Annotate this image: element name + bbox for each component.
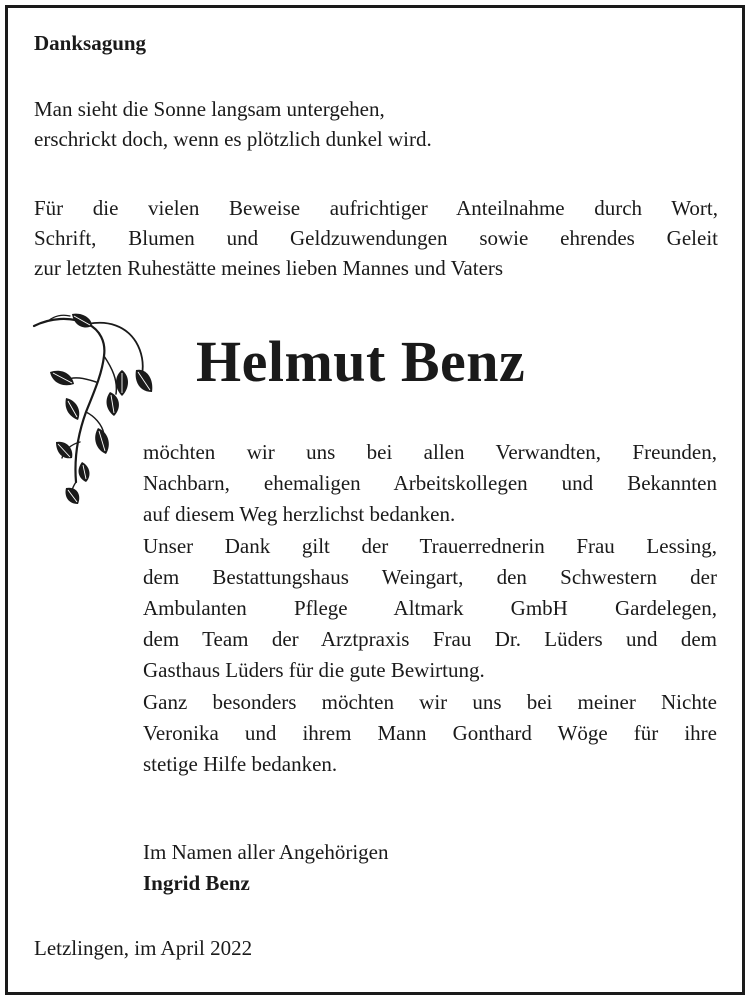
thanks-line: dem Bestattungshaus Weingart, den Schwestern der: [143, 564, 717, 589]
thanks-line: Ganz besonders möchten wir uns bei meiner Nichte: [143, 689, 717, 714]
notice-heading: Danksagung: [34, 31, 147, 55]
intro-line: zur letzten Ruhestätte meines lieben Mannes und Vaters: [34, 256, 504, 280]
verse: [34, 94, 432, 154]
verse-line: erschrickt doch, wenn es plötzlich dunkel wird.: [34, 127, 432, 151]
thanks-line: auf diesem Weg herzlichst bedanken.: [143, 502, 456, 527]
thanks-line: Nachbarn, ehemaligen Arbeitskollegen und Bekannten: [143, 471, 717, 496]
thanks-line: Unser Dank gilt der Trauerrednerin Frau Lessing,: [143, 533, 717, 558]
thanks-line: Ambulanten Pflege Altmark GmbH Gardelegen,: [143, 596, 717, 621]
thanks-line: stetige Hilfe bedanken.: [143, 752, 338, 777]
intro-line: Schrift, Blumen und Geldzuwendungen sowie ehrendes Geleit: [34, 226, 718, 250]
place-date: Letzlingen, im April 2022: [34, 936, 253, 960]
intro-paragraph: [34, 193, 718, 283]
intro-line: Für die vielen Beweise aufrichtiger Anteilnahme durch Wort,: [34, 196, 718, 220]
closing-block: [143, 837, 389, 899]
deceased-name: Helmut Benz: [196, 329, 526, 394]
thanks-line: Gasthaus Lüders für die gute Bewirtung.: [143, 658, 485, 683]
closing-phrase: Im Namen aller Angehörigen: [143, 840, 389, 864]
signer-name: Ingrid Benz: [143, 871, 250, 895]
thanks-paragraph: [143, 437, 717, 780]
thanks-line: dem Team der Arztpraxis Frau Dr. Lüders und dem: [143, 627, 717, 652]
verse-line: Man sieht die Sonne langsam untergehen,: [34, 97, 385, 121]
thanks-line: möchten wir uns bei allen Verwandten, Freunden,: [143, 440, 717, 464]
thanks-line: Veronika und ihrem Mann Gonthard Wöge für ihre: [143, 720, 717, 745]
